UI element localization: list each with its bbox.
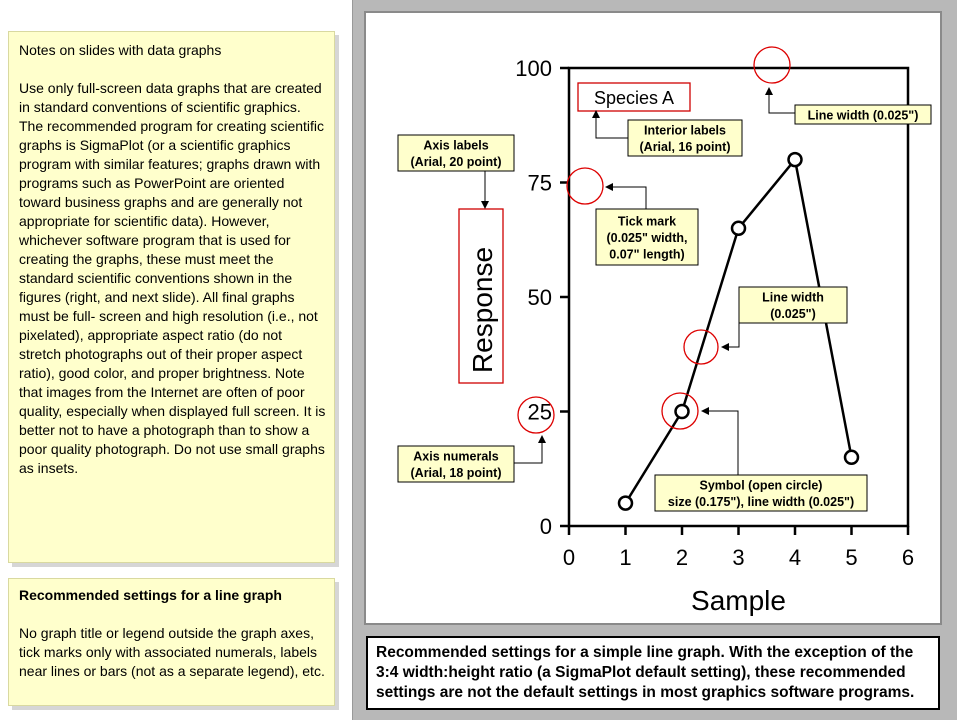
- data-point: [732, 222, 745, 235]
- x-tick-label: 6: [901, 545, 915, 570]
- callout-text: Symbol (open circle): [699, 478, 823, 493]
- callout-text: Tick mark: [617, 214, 677, 229]
- figure-caption: Recommended settings for a simple line graph. With the exception of the 3:4 width:height ratio (a SigmaPlot default setting), these recommended settings are not the default settings in most graphics software programs.: [366, 636, 940, 710]
- callout-tick-mark: [596, 209, 698, 265]
- line-graph-note-body: No graph title or legend outside the graph axes, tick marks only with associated numerals, labels near lines or bars (not as a separate legend), etc.: [19, 625, 325, 679]
- data-point: [789, 153, 802, 166]
- arrow-interior-labels: [596, 111, 628, 138]
- arrow-symbol: [702, 411, 738, 475]
- callout-text: 0.07" length): [609, 247, 685, 262]
- slides-note-body: Use only full-screen data graphs that are created in standard conventions of scientific graphics. The recommended program for creating scientific graphs is SigmaPlot (or a scientific graphics program with similar features; graphs drawn with programs such as PowerPoint are oriented toward business graphs and are generally not appropriate for scientific data). However, whichever software program that is used for creating the graphs, these must meet the standard scientific conventions shown in the figures (right, and next slide). All final graphs must be full- screen and high resolution (i.e., not pixelated), appropriate aspect ratio (do not stretch photographs out of their proper aspect ratio), good color, and proper brightness. Note that images from the Internet are often of poor quality, especially when displayed full screen. It is better not to have a photograph than to show a poor quality photograph. Do not use small graphs as insets.: [19, 80, 326, 476]
- callout-axis-numerals: [398, 446, 514, 482]
- arrow-line-width-top: [769, 88, 795, 113]
- x-tick-label: 1: [619, 545, 632, 570]
- y-tick-label: 25: [527, 399, 552, 425]
- slides-note: [8, 31, 335, 563]
- line-graph-note: [8, 578, 335, 706]
- x-tick-label: 2: [675, 545, 689, 570]
- callout-line-width-mid: [739, 287, 847, 323]
- data-point: [619, 497, 632, 510]
- y-tick-label: 75: [527, 170, 552, 196]
- tick-mark-highlight: [567, 168, 603, 204]
- callout-text: (0.025" width,: [606, 230, 688, 245]
- x-axis-label: Sample: [691, 585, 786, 616]
- slides-note-heading: Notes on slides with data graphs: [19, 42, 222, 58]
- callout-text: (Arial, 18 point): [410, 466, 502, 480]
- interior-label: Species A: [593, 88, 675, 108]
- graph-frame: [364, 11, 942, 625]
- x-tick-label: 5: [845, 545, 858, 570]
- callout-interior-labels: [628, 120, 742, 156]
- line-graph: [366, 13, 940, 623]
- callout-symbol: [655, 475, 867, 511]
- line-graph-note-heading: Recommended settings for a line graph: [19, 587, 282, 603]
- arrow-line-width-mid: [722, 305, 739, 347]
- callout-line-width-top: [795, 105, 931, 124]
- arrow-tick-mark: [606, 187, 646, 209]
- x-tick-label: 3: [732, 545, 745, 570]
- y-axis-label: Response: [467, 246, 498, 374]
- callout-text: Axis labels: [423, 138, 489, 153]
- arrow-axis-numerals: [514, 436, 542, 463]
- callout-text: Line width (0.025"): [807, 108, 919, 123]
- callout-text: Line width: [762, 290, 824, 305]
- axis-corner-highlight: [754, 47, 790, 83]
- x-tick-label: 4: [788, 545, 802, 570]
- y-tick-label: 0: [539, 514, 552, 539]
- y-tick-label: 50: [527, 285, 552, 310]
- callout-text: (0.025"): [770, 307, 816, 321]
- callout-text: Interior labels: [644, 123, 726, 138]
- callout-text: size (0.175"), line width (0.025"): [667, 495, 855, 509]
- callout-text: Axis numerals: [413, 449, 499, 464]
- data-point: [676, 405, 689, 418]
- callout-axis-labels: [398, 135, 514, 171]
- callout-text: (Arial, 20 point): [410, 155, 502, 169]
- callout-text: (Arial, 16 point): [639, 140, 731, 154]
- data-point: [845, 451, 858, 464]
- x-tick-label: 0: [562, 545, 576, 570]
- y-tick-label: 100: [515, 56, 552, 81]
